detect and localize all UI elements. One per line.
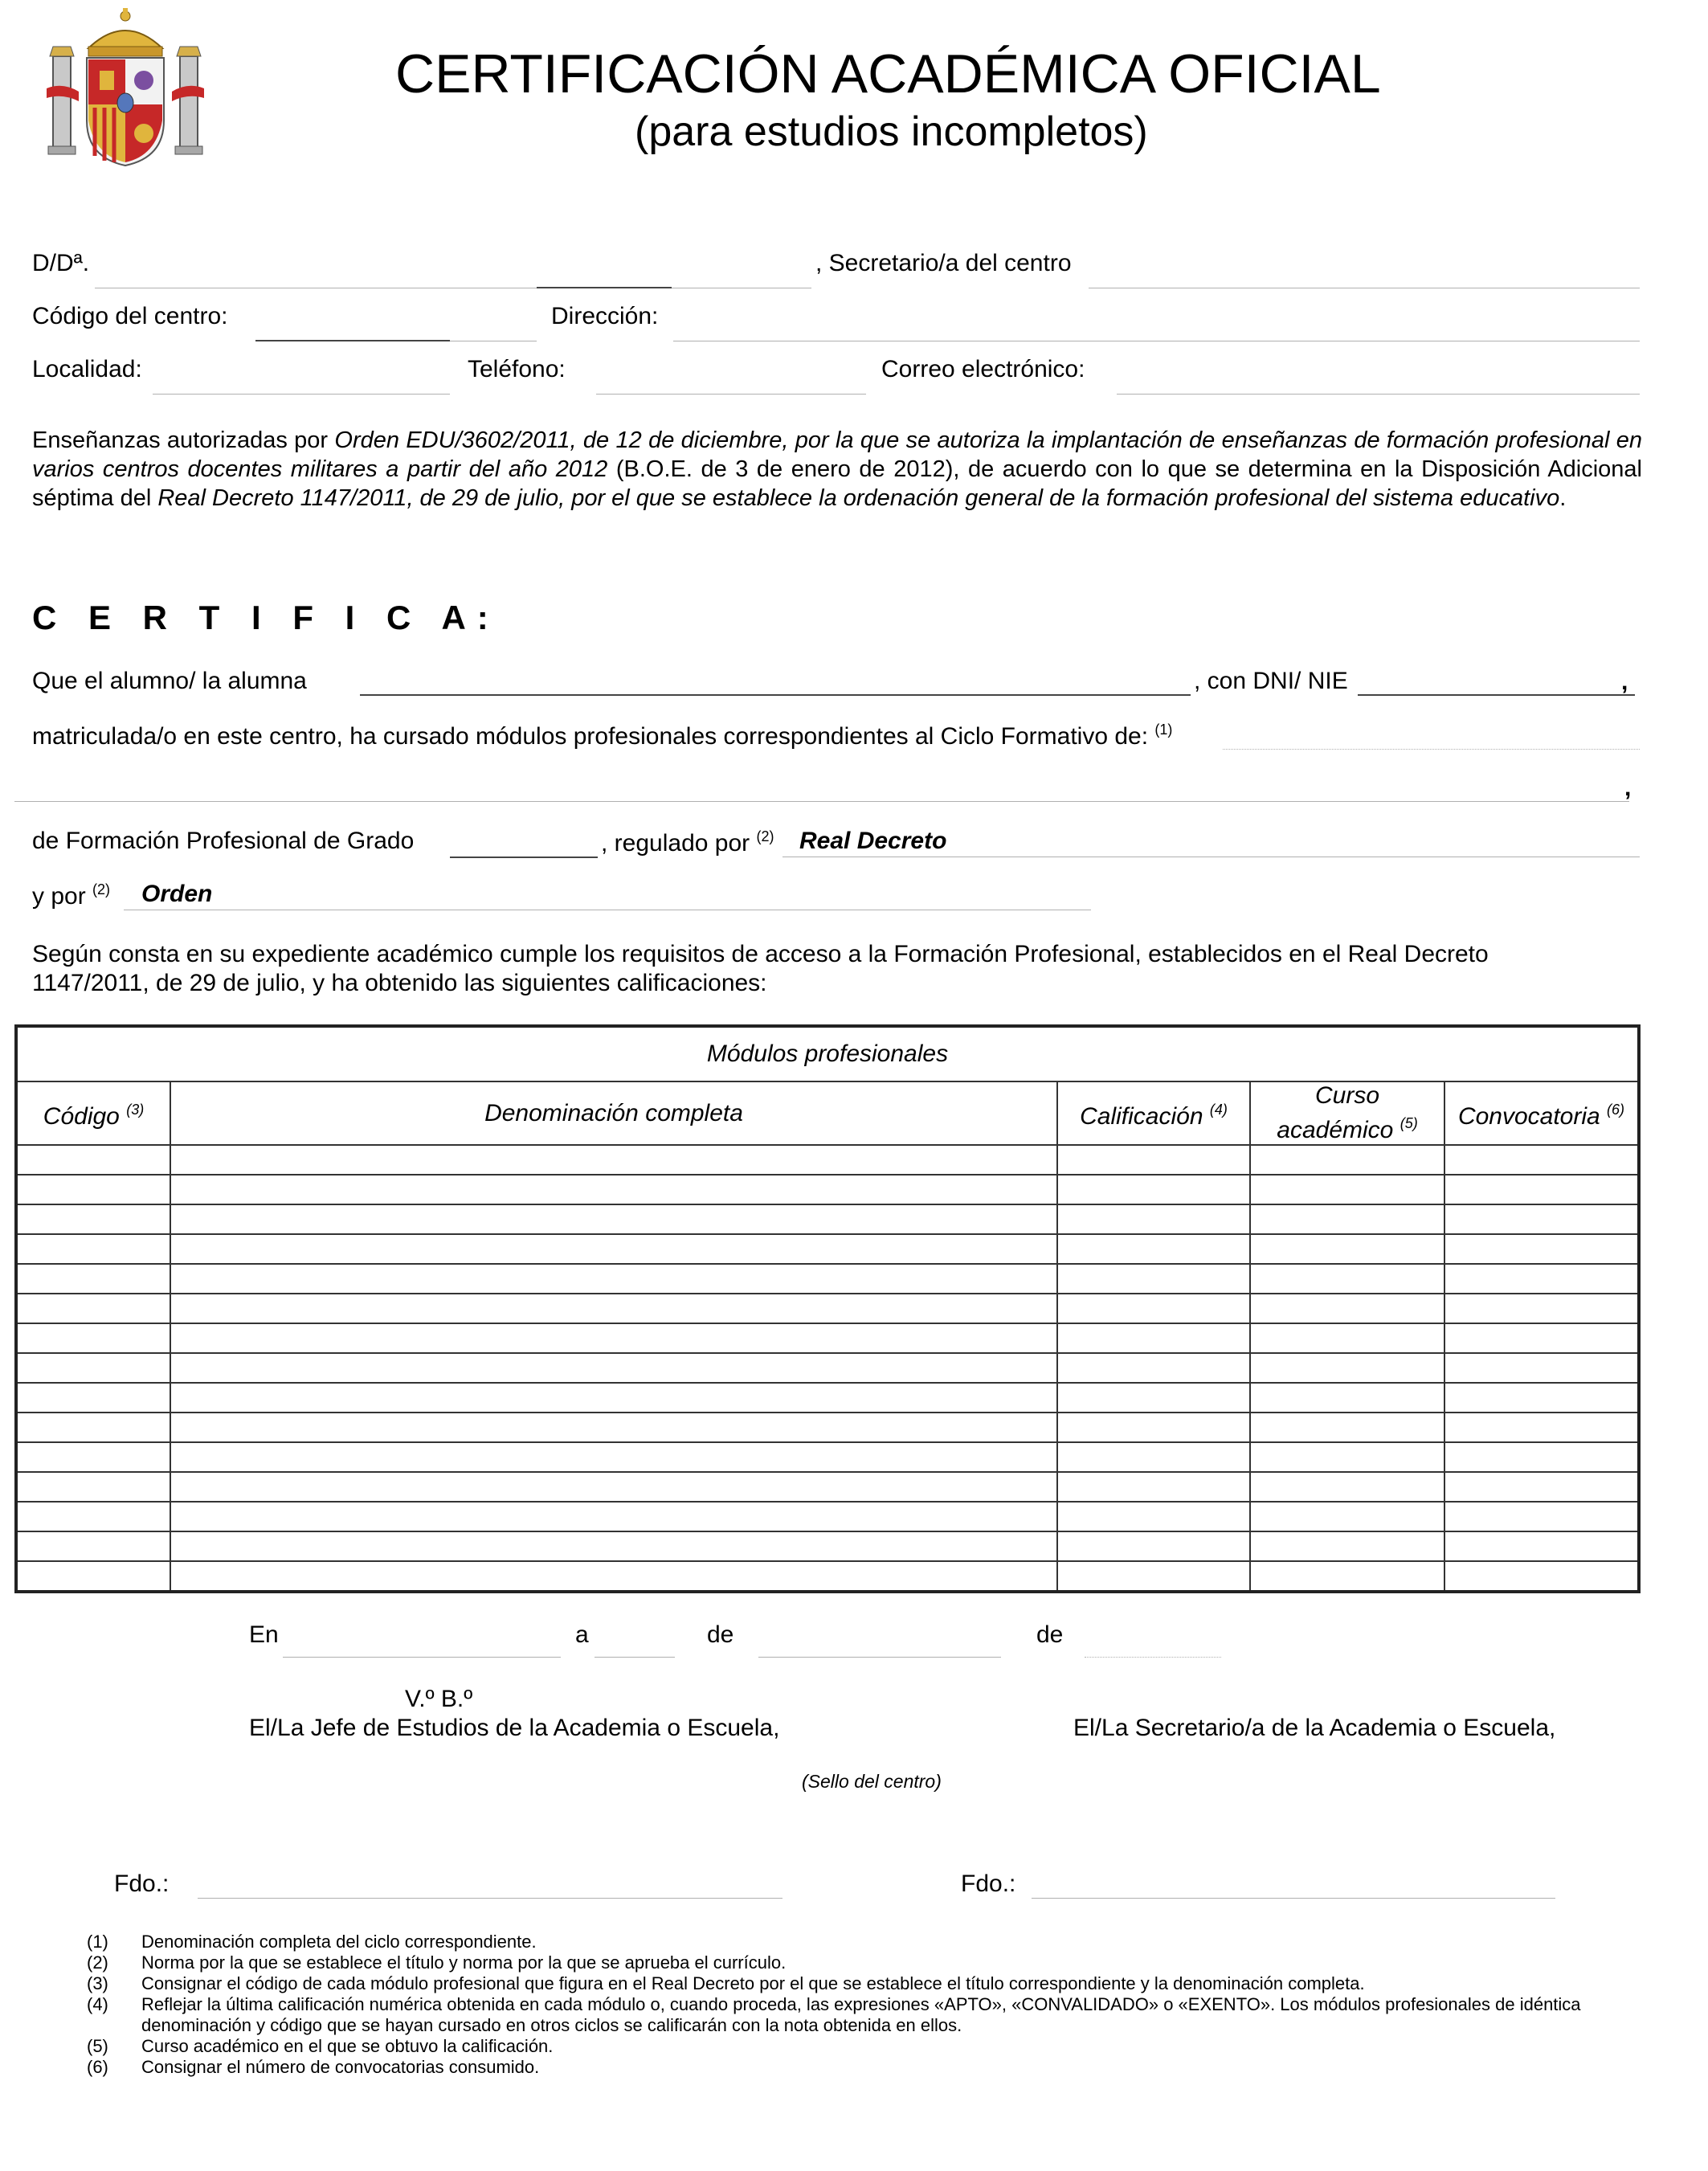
table-cell[interactable] bbox=[1057, 1175, 1250, 1204]
table-cell[interactable] bbox=[16, 1294, 170, 1323]
table-row bbox=[16, 1413, 1639, 1442]
modules-group-header: Módulos profesionales bbox=[16, 1026, 1639, 1081]
fdo-secretario-label: Fdo.: bbox=[961, 1870, 1016, 1897]
fdo-secretario-field[interactable] bbox=[1032, 1898, 1555, 1899]
table-cell[interactable] bbox=[170, 1413, 1057, 1442]
table-cell[interactable] bbox=[1444, 1472, 1639, 1502]
table-cell[interactable] bbox=[1444, 1502, 1639, 1531]
table-row bbox=[16, 1442, 1639, 1472]
ref-2b: (2) bbox=[92, 881, 111, 897]
localidad-field[interactable] bbox=[153, 394, 450, 395]
table-cell[interactable] bbox=[1444, 1561, 1639, 1592]
table-cell[interactable] bbox=[16, 1413, 170, 1442]
footnote-number: (5) bbox=[87, 2036, 108, 2056]
table-cell[interactable] bbox=[1444, 1175, 1639, 1204]
footnote-text: Consignar el número de convocatorias consumido. bbox=[141, 2057, 540, 2077]
footnote-number: (2) bbox=[87, 1952, 108, 1973]
table-row bbox=[16, 1145, 1639, 1175]
table-row bbox=[16, 1264, 1639, 1294]
fdo-jefe-label: Fdo.: bbox=[114, 1870, 170, 1897]
footnote-item bbox=[87, 1973, 1694, 1994]
fdo-jefe-field[interactable] bbox=[198, 1898, 782, 1899]
table-cell[interactable] bbox=[170, 1472, 1057, 1502]
table-cell[interactable] bbox=[16, 1204, 170, 1234]
regulado-label bbox=[601, 829, 774, 856]
page-subtitle: (para estudios incompletos) bbox=[635, 108, 1148, 155]
table-row bbox=[16, 1323, 1639, 1353]
col-convocatoria: Convocatoria $^{(6)}$ bbox=[1444, 1081, 1639, 1145]
table-row bbox=[16, 1175, 1639, 1204]
table-cell[interactable] bbox=[170, 1531, 1057, 1561]
jefe-estudios-label: El/La Jefe de Estudios de la Academia o Escuela, bbox=[249, 1715, 780, 1741]
alumno-label: Que el alumno/ la alumna bbox=[32, 668, 307, 694]
certifica-heading: C E R T I F I C A: bbox=[32, 599, 500, 636]
matriculada-label: matriculada/o en este centro, ha cursado módulos profesionales correspondientes al Ciclo Formativo de: bbox=[32, 723, 1149, 750]
telefono-label: Teléfono: bbox=[468, 356, 566, 382]
col-curso: Curso académico $^{(5)}$ bbox=[1250, 1081, 1444, 1145]
table-cell[interactable] bbox=[170, 1442, 1057, 1472]
footnote-number: (6) bbox=[87, 2057, 108, 2077]
correo-field[interactable] bbox=[1117, 394, 1640, 395]
table-cell[interactable] bbox=[170, 1353, 1057, 1383]
footnote-item bbox=[87, 1932, 1694, 1952]
table-cell[interactable] bbox=[1057, 1234, 1250, 1264]
dda-label: D/Dª. bbox=[32, 250, 90, 276]
col-codigo: Código $^{(3)}$ bbox=[16, 1081, 170, 1145]
col-calificacion: Calificación $^{(4)}$ bbox=[1057, 1081, 1250, 1145]
table-row bbox=[16, 1234, 1639, 1264]
table-cell[interactable] bbox=[1057, 1413, 1250, 1442]
intro-real-decreto: Real Decreto 1147/2011, de 29 de julio, por el que se establece la ordenación general de la formación profesional del sistema educativo bbox=[157, 485, 1560, 511]
sello-label: (Sello del centro) bbox=[802, 1771, 942, 1792]
footnote-number: (3) bbox=[87, 1973, 108, 1993]
table-cell[interactable] bbox=[1057, 1323, 1250, 1353]
table-cell[interactable] bbox=[1444, 1353, 1639, 1383]
table-cell[interactable] bbox=[1444, 1145, 1639, 1175]
codigo-centro-label: Código del centro: bbox=[32, 303, 228, 329]
table-cell[interactable] bbox=[1250, 1175, 1444, 1204]
en-field[interactable] bbox=[283, 1657, 561, 1658]
ciclo-field-2[interactable] bbox=[14, 801, 1629, 802]
table-cell[interactable] bbox=[170, 1323, 1057, 1353]
footnote-item bbox=[87, 2057, 1694, 2078]
real-decreto-value: Real Decreto bbox=[799, 828, 947, 854]
dda-field-mark bbox=[537, 287, 672, 288]
table-cell[interactable] bbox=[1250, 1413, 1444, 1442]
table-cell[interactable] bbox=[16, 1353, 170, 1383]
intro-text-2: (B.O.E. de 3 de enero de 2012), de acuerdo con lo que se determina en la Disposición Adicional séptima del bbox=[32, 456, 1643, 511]
table-cell[interactable] bbox=[1057, 1442, 1250, 1472]
footnote-item bbox=[87, 1994, 1694, 2015]
table-cell[interactable] bbox=[1250, 1234, 1444, 1264]
table-cell[interactable] bbox=[16, 1234, 170, 1264]
direccion-label: Dirección: bbox=[551, 303, 659, 329]
ciclo-comma: , bbox=[1624, 775, 1632, 801]
dni-comma: , bbox=[1621, 668, 1628, 695]
de2-label: de bbox=[1036, 1621, 1064, 1648]
table-cell[interactable] bbox=[1250, 1472, 1444, 1502]
intro-text-1: Enseñanzas autorizadas por bbox=[32, 427, 335, 453]
table-row bbox=[16, 1472, 1639, 1502]
table-cell[interactable] bbox=[1250, 1502, 1444, 1531]
table-cell[interactable] bbox=[170, 1264, 1057, 1294]
table-cell[interactable] bbox=[1057, 1531, 1250, 1561]
table-cell[interactable] bbox=[1057, 1264, 1250, 1294]
de1-label: de bbox=[707, 1621, 734, 1648]
intro-orden: Orden EDU/3602/2011, de 12 de diciembre, por la que se autoriza la implantación de enseñanzas de formación profesional en varios centros docentes militares a partir del año 2012 bbox=[32, 427, 1642, 482]
table-cell[interactable] bbox=[16, 1383, 170, 1413]
table-cell[interactable] bbox=[1057, 1561, 1250, 1592]
table-cell[interactable] bbox=[1250, 1383, 1444, 1413]
footnotes bbox=[87, 1932, 1702, 2092]
table-cell[interactable] bbox=[1444, 1531, 1639, 1561]
modules-table bbox=[14, 1024, 1641, 1593]
page-title: CERTIFICACIÓN ACADÉMICA OFICIAL bbox=[395, 43, 1381, 104]
table-cell[interactable] bbox=[1057, 1294, 1250, 1323]
footnote-number: (1) bbox=[87, 1932, 108, 1952]
footnote-text: Norma por la que se establece el título y norma por la que se aprueba el currículo. bbox=[141, 1952, 787, 1973]
table-cell[interactable] bbox=[1057, 1472, 1250, 1502]
alumno-field[interactable] bbox=[360, 694, 1191, 696]
coat-of-arms-icon bbox=[47, 8, 204, 167]
table-cell[interactable] bbox=[1057, 1353, 1250, 1383]
table-cell[interactable] bbox=[1444, 1294, 1639, 1323]
table-cell[interactable] bbox=[170, 1383, 1057, 1413]
table-cell[interactable] bbox=[1057, 1204, 1250, 1234]
table-cell[interactable] bbox=[170, 1145, 1057, 1175]
table-cell[interactable] bbox=[1057, 1502, 1250, 1531]
ref-2a: (2) bbox=[756, 828, 774, 844]
matriculada-text bbox=[32, 722, 1172, 749]
footnote-item bbox=[87, 1952, 1694, 1973]
table-cell[interactable] bbox=[170, 1175, 1057, 1204]
table-cell[interactable] bbox=[1444, 1442, 1639, 1472]
table-cell[interactable] bbox=[1250, 1264, 1444, 1294]
table-cell[interactable] bbox=[1250, 1145, 1444, 1175]
footnote-text: Denominación completa del ciclo correspondiente. bbox=[141, 1932, 537, 1952]
ref-1: (1) bbox=[1154, 722, 1173, 738]
table-cell[interactable] bbox=[1057, 1383, 1250, 1413]
grado-field[interactable] bbox=[450, 857, 598, 858]
table-cell[interactable] bbox=[1250, 1294, 1444, 1323]
codigo-centro-field-mark bbox=[255, 340, 450, 341]
table-cell[interactable] bbox=[16, 1323, 170, 1353]
table-row bbox=[16, 1502, 1639, 1531]
regulado-text: , regulado por bbox=[601, 830, 750, 857]
table-row bbox=[16, 1561, 1639, 1592]
ypor-label bbox=[32, 882, 110, 909]
table-cell[interactable] bbox=[1057, 1145, 1250, 1175]
table-cell[interactable] bbox=[170, 1204, 1057, 1234]
table-cell[interactable] bbox=[1444, 1234, 1639, 1264]
dia-field[interactable] bbox=[595, 1657, 675, 1658]
table-cell[interactable] bbox=[170, 1294, 1057, 1323]
table-cell[interactable] bbox=[170, 1234, 1057, 1264]
footnote-text: Reflejar la última calificación numérica obtenida en cada módulo o, cuando proceda, las expresiones «APTO», «CONVALIDADO» o «EXENTO». Los módulos profesionales de idéntica bbox=[141, 1994, 1581, 2014]
table-cell[interactable] bbox=[1250, 1353, 1444, 1383]
table-cell[interactable] bbox=[16, 1442, 170, 1472]
table-cell[interactable] bbox=[170, 1502, 1057, 1531]
footnote-item bbox=[87, 2036, 1694, 2057]
intro-paragraph bbox=[32, 426, 1642, 513]
table-cell[interactable] bbox=[16, 1561, 170, 1592]
table-cell[interactable] bbox=[1250, 1204, 1444, 1234]
ypor-text: y por bbox=[32, 883, 86, 910]
table-cell[interactable] bbox=[16, 1175, 170, 1204]
mes-field[interactable] bbox=[758, 1657, 1001, 1658]
footnote-text: Consignar el código de cada módulo profesional que figura en el Real Decreto por el que se establece el título correspondiente y la denominación completa. bbox=[141, 1973, 1365, 1993]
table-row bbox=[16, 1204, 1639, 1234]
footnote-number: (4) bbox=[87, 1994, 108, 2014]
table-cell[interactable] bbox=[16, 1264, 170, 1294]
table-cell[interactable] bbox=[16, 1145, 170, 1175]
table-row bbox=[16, 1383, 1639, 1413]
table-cell[interactable] bbox=[1444, 1323, 1639, 1353]
table-cell[interactable] bbox=[1444, 1383, 1639, 1413]
col-denominacion: Denominación completa bbox=[170, 1081, 1057, 1145]
localidad-label: Localidad: bbox=[32, 356, 142, 382]
table-cell[interactable] bbox=[170, 1561, 1057, 1592]
anio-field[interactable] bbox=[1085, 1657, 1221, 1658]
table-row bbox=[16, 1294, 1639, 1323]
vobo-label: V.º B.º bbox=[405, 1686, 473, 1712]
grado-label: de Formación Profesional de Grado bbox=[32, 828, 415, 854]
table-row bbox=[16, 1531, 1639, 1561]
table-cell[interactable] bbox=[1444, 1204, 1639, 1234]
a-label: a bbox=[575, 1621, 589, 1648]
table-cell[interactable] bbox=[1444, 1264, 1639, 1294]
table-cell[interactable] bbox=[16, 1472, 170, 1502]
orden-value: Orden bbox=[141, 881, 213, 907]
telefono-field[interactable] bbox=[596, 394, 866, 395]
dni-label: , con DNI/ NIE bbox=[1194, 668, 1348, 694]
en-label: En bbox=[249, 1621, 279, 1648]
footnote-text: denominación y código que se hayan cursado en otros ciclos se calificarán con la nota obtenida en ellos. bbox=[141, 2015, 962, 2035]
footnote-item bbox=[87, 2015, 1694, 2036]
secretario-label: , Secretario/a del centro bbox=[815, 250, 1072, 276]
footnote-text: Curso académico en el que se obtuvo la calificación. bbox=[141, 2036, 554, 2056]
table-cell[interactable] bbox=[1444, 1413, 1639, 1442]
table-row bbox=[16, 1353, 1639, 1383]
table-cell[interactable] bbox=[1250, 1442, 1444, 1472]
table-cell[interactable] bbox=[1250, 1531, 1444, 1561]
segun-paragraph: Según consta en su expediente académico cumple los requisitos de acceso a la Formación Profesional, establecidos en el Real Decreto 1147/2011, de 29 de julio, y ha obtenido las siguientes calificaciones: bbox=[32, 941, 1489, 996]
table-cell[interactable] bbox=[16, 1531, 170, 1561]
correo-label: Correo electrónico: bbox=[881, 356, 1085, 382]
table-cell[interactable] bbox=[1250, 1561, 1444, 1592]
secretario-academia-label: El/La Secretario/a de la Academia o Escuela, bbox=[1073, 1715, 1556, 1741]
table-cell[interactable] bbox=[1250, 1323, 1444, 1353]
dni-field[interactable] bbox=[1358, 694, 1635, 696]
table-cell[interactable] bbox=[16, 1502, 170, 1531]
intro-text-3: . bbox=[1559, 485, 1567, 511]
ciclo-field-1[interactable] bbox=[1223, 749, 1640, 750]
